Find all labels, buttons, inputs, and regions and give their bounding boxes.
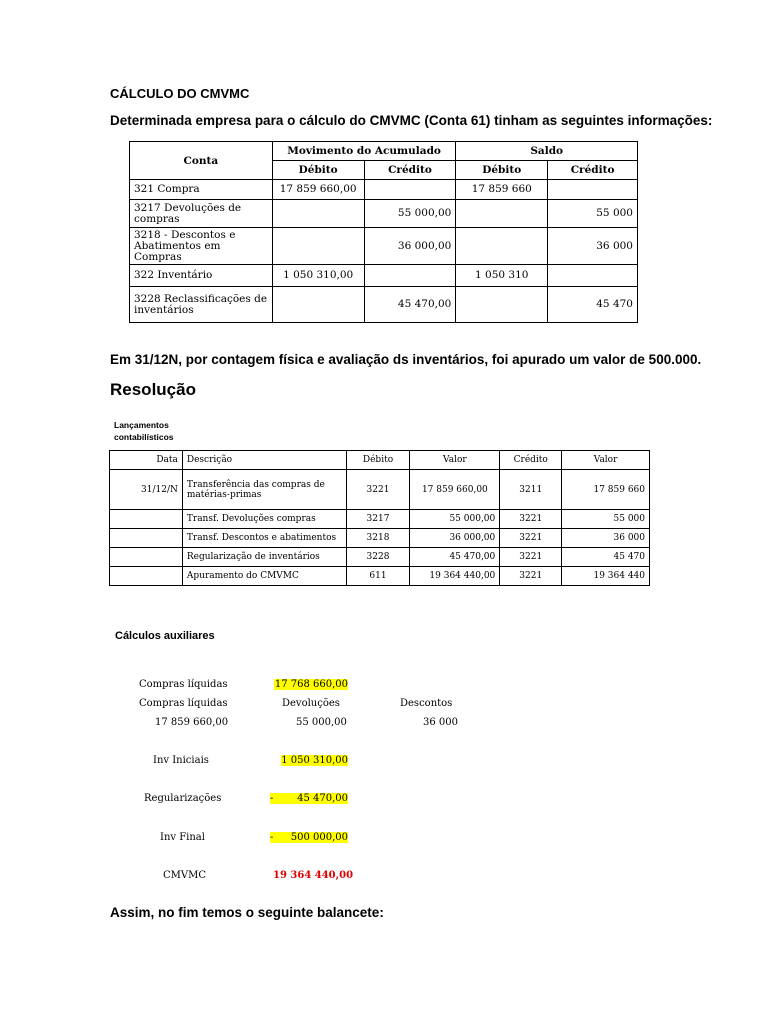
header-descricao: Descrição [182, 451, 346, 470]
header-saldo: Saldo [456, 142, 638, 161]
cell-saldo-credito [548, 180, 638, 200]
header-movimento: Movimento do Acumulado [272, 142, 456, 161]
cell-valor-debito: 45 470,00 [410, 548, 500, 567]
table-row [110, 510, 650, 529]
cell-saldo-debito [456, 287, 548, 323]
cell-mov-credito [364, 180, 456, 200]
col-compras-label: Compras líquidas [139, 698, 228, 709]
val-descontos: 36 000 [423, 717, 458, 728]
header-valor-debito: Valor [410, 451, 500, 470]
table-row [130, 287, 638, 323]
compras-liquidas-value: 17 768 660,00 [274, 679, 348, 690]
header-conta: Conta [130, 142, 273, 180]
cell-saldo-credito: 55 000 [548, 200, 638, 228]
header-saldo-debito: Débito [456, 161, 548, 180]
cell-descricao: Transf. Descontos e abatimentos [182, 529, 346, 548]
lancamentos-label: Lançamentos contabilísticos [114, 420, 174, 442]
inventory-note: Em 31/12N, por contagem física e avaliação ds inventários, foi apurado um valor de 500.000. [110, 352, 702, 367]
cell-saldo-debito: 1 050 310 [456, 265, 548, 287]
table-row [110, 529, 650, 548]
cell-date [110, 510, 183, 529]
regularizacoes-value: 45 470,00 [280, 793, 348, 804]
cell-mov-credito: 55 000,00 [364, 200, 456, 228]
cell-valor-debito: 55 000,00 [410, 510, 500, 529]
page-title: CÁLCULO DO CMVMC [110, 86, 250, 101]
inv-final-label: Inv Final [160, 832, 205, 843]
cell-descricao: Transf. Devoluções compras [182, 510, 346, 529]
cell-mov-debito: 1 050 310,00 [272, 265, 364, 287]
cell-mov-credito: 45 470,00 [364, 287, 456, 323]
cell-valor-credito: 19 364 440 [562, 567, 650, 586]
val-devolucoes: 55 000,00 [296, 717, 347, 728]
cmvmc-value: 19 364 440,00 [273, 870, 354, 881]
cell-conta: 3228 Reclassificações de inventários [130, 287, 273, 323]
inv-iniciais-label: Inv Iniciais [153, 755, 209, 766]
final-paragraph: Assim, no fim temos o seguinte balancete: [110, 905, 384, 920]
cell-credito: 3221 [500, 567, 562, 586]
header-data: Data [110, 451, 183, 470]
header-mov-debito: Débito [272, 161, 364, 180]
inv-iniciais-value: 1 050 310,00 [281, 755, 348, 766]
cell-conta: 3218 - Descontos e Abatimentos em Compras [130, 228, 273, 265]
table-row [130, 200, 638, 228]
cell-mov-credito: 36 000,00 [364, 228, 456, 265]
cell-saldo-debito [456, 228, 548, 265]
header-saldo-credito: Crédito [548, 161, 638, 180]
cell-valor-credito: 36 000 [562, 529, 650, 548]
cell-debito: 3218 [346, 529, 410, 548]
journal-table [109, 450, 650, 586]
cell-date [110, 548, 183, 567]
cell-date: 31/12/N [110, 470, 183, 510]
cell-debito: 3221 [346, 470, 410, 510]
cell-date [110, 567, 183, 586]
cell-mov-debito: 17 859 660,00 [272, 180, 364, 200]
cell-mov-debito [272, 228, 364, 265]
cell-descricao: Transferência das compras de matérias-primas [182, 470, 346, 510]
inv-final-value: 500 000,00 [280, 832, 348, 843]
cell-saldo-debito [456, 200, 548, 228]
cell-conta: 321 Compra [130, 180, 273, 200]
table-row [110, 567, 650, 586]
cell-credito: 3221 [500, 529, 562, 548]
cell-valor-credito: 17 859 660 [562, 470, 650, 510]
col-devolucoes-label: Devoluções [282, 698, 340, 709]
header-mov-credito: Crédito [364, 161, 456, 180]
cell-conta: 3217 Devoluções de compras [130, 200, 273, 228]
journal-header [110, 451, 650, 470]
cell-valor-debito: 36 000,00 [410, 529, 500, 548]
table-row [110, 470, 650, 510]
cell-valor-debito: 19 364 440,00 [410, 567, 500, 586]
cell-saldo-credito [548, 265, 638, 287]
table-row [130, 265, 638, 287]
header-credito: Crédito [500, 451, 562, 470]
cell-debito: 3217 [346, 510, 410, 529]
cell-credito: 3211 [500, 470, 562, 510]
cell-saldo-credito: 45 470 [548, 287, 638, 323]
cell-valor-debito: 17 859 660,00 [410, 470, 500, 510]
header-debito: Débito [346, 451, 410, 470]
val-compras: 17 859 660,00 [155, 717, 229, 728]
cell-descricao: Regularização de inventários [182, 548, 346, 567]
accounts-table-header [130, 142, 638, 161]
inv-final-sign: - [270, 832, 280, 843]
cell-mov-debito [272, 200, 364, 228]
cell-saldo-credito: 36 000 [548, 228, 638, 265]
cell-conta: 322 Inventário [130, 265, 273, 287]
col-descontos-label: Descontos [400, 698, 453, 709]
cell-date [110, 529, 183, 548]
cell-credito: 3221 [500, 548, 562, 567]
compras-liquidas-label: Compras líquidas [139, 679, 228, 690]
cell-descricao: Apuramento do CMVMC [182, 567, 346, 586]
cell-mov-credito [364, 265, 456, 287]
header-valor-credito: Valor [562, 451, 650, 470]
accounts-table [129, 141, 638, 323]
cell-mov-debito [272, 287, 364, 323]
cell-saldo-debito: 17 859 660 [456, 180, 548, 200]
cell-valor-credito: 55 000 [562, 510, 650, 529]
cmvmc-label: CMVMC [163, 870, 207, 881]
regularizacoes-label: Regularizações [144, 793, 222, 804]
table-row [130, 180, 638, 200]
resolucao-heading: Resolução [110, 380, 196, 399]
cell-debito: 611 [346, 567, 410, 586]
cell-valor-credito: 45 470 [562, 548, 650, 567]
regularizacoes-sign: - [270, 793, 280, 804]
cell-debito: 3228 [346, 548, 410, 567]
table-row [110, 548, 650, 567]
intro-paragraph: Determinada empresa para o cálculo do CMVMC (Conta 61) tinham as seguintes informações: [110, 113, 713, 128]
calculos-title: Cálculos auxiliares [115, 630, 215, 642]
cell-credito: 3221 [500, 510, 562, 529]
table-row [130, 228, 638, 265]
